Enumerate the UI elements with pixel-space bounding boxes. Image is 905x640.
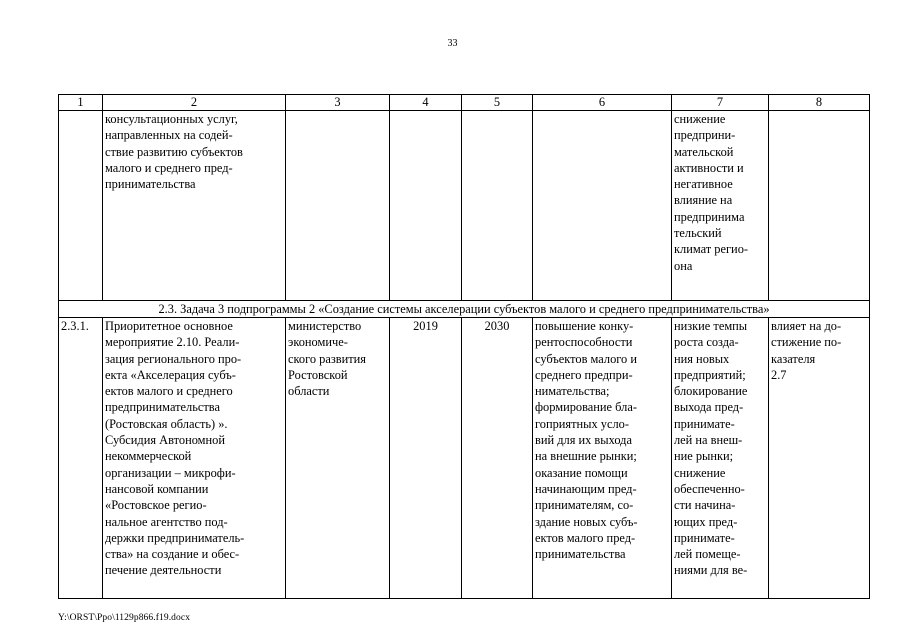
header-cell: 5 (462, 95, 533, 111)
header-cell: 2 (103, 95, 286, 111)
section-row (59, 301, 870, 318)
table-cell: консультационных услуг, направленных на содей- ствие развитию субъектов малого и среднего пред- принимательства (103, 111, 286, 301)
header-cell: 6 (533, 95, 672, 111)
header-cell: 1 (59, 95, 103, 111)
table-cell-end-year: 2030 (462, 318, 533, 599)
table-cell: низкие темпы роста созда- ния новых предприятий; блокирование выхода пред- принимате- лей на внеш- ние рынки; снижение обеспеченно- сти начина- ющих пред- принимате- лей помеще- ниями для ве- (672, 318, 769, 599)
table-header-row (59, 95, 870, 111)
page-number: 33 (447, 38, 458, 49)
table-row (59, 318, 870, 599)
table-row (59, 111, 870, 301)
header-cell: 4 (390, 95, 462, 111)
header-cell: 7 (672, 95, 769, 111)
header-cell: 3 (286, 95, 390, 111)
table-cell (533, 111, 672, 301)
program-table (58, 94, 870, 599)
table-cell (59, 111, 103, 301)
footer-file-path: Y:\ORST\Ppo\1129p866.f19.docx (58, 613, 191, 623)
header-cell: 8 (769, 95, 870, 111)
table-cell (286, 111, 390, 301)
table-cell (769, 111, 870, 301)
row-number: 2.3.1. (59, 318, 103, 599)
table-cell-start-year: 2019 (390, 318, 462, 599)
table-cell: влияет на до- стижение по- казателя 2.7 (769, 318, 870, 599)
table-cell: снижение предприни- мательской активности и негативное влияние на предпринима тельский климат регио- она (672, 111, 769, 301)
section-title: 2.3. Задача 3 подпрограммы 2 «Создание системы акселерации субъектов малого и среднего предпринимательства» (59, 301, 870, 318)
table-cell: Приоритетное основное мероприятие 2.10. Реали- зация регионального про- екта «Акселерация субъ- ектов малого и среднего предпринимательства (Ростовская область) ». Субсидия Автономной некоммерческой организации – микрофи- нансовой компании «Ростовское регио- нальное агентство под- держки предприниматель- ства» на создание и обес- печение деятельности (103, 318, 286, 599)
table-cell (390, 111, 462, 301)
table-cell (462, 111, 533, 301)
table-cell: повышение конку- рентоспособности субъектов малого и среднего предпри- нимательства; формирование бла- гоприятных усло- вий для их выхода на внешние рынки; оказание помощи начинающим пред- принимателям, со- здание новых субъ- ектов малого пред- принимательства (533, 318, 672, 599)
table-cell: министерство экономиче- ского развития Ростовской области (286, 318, 390, 599)
